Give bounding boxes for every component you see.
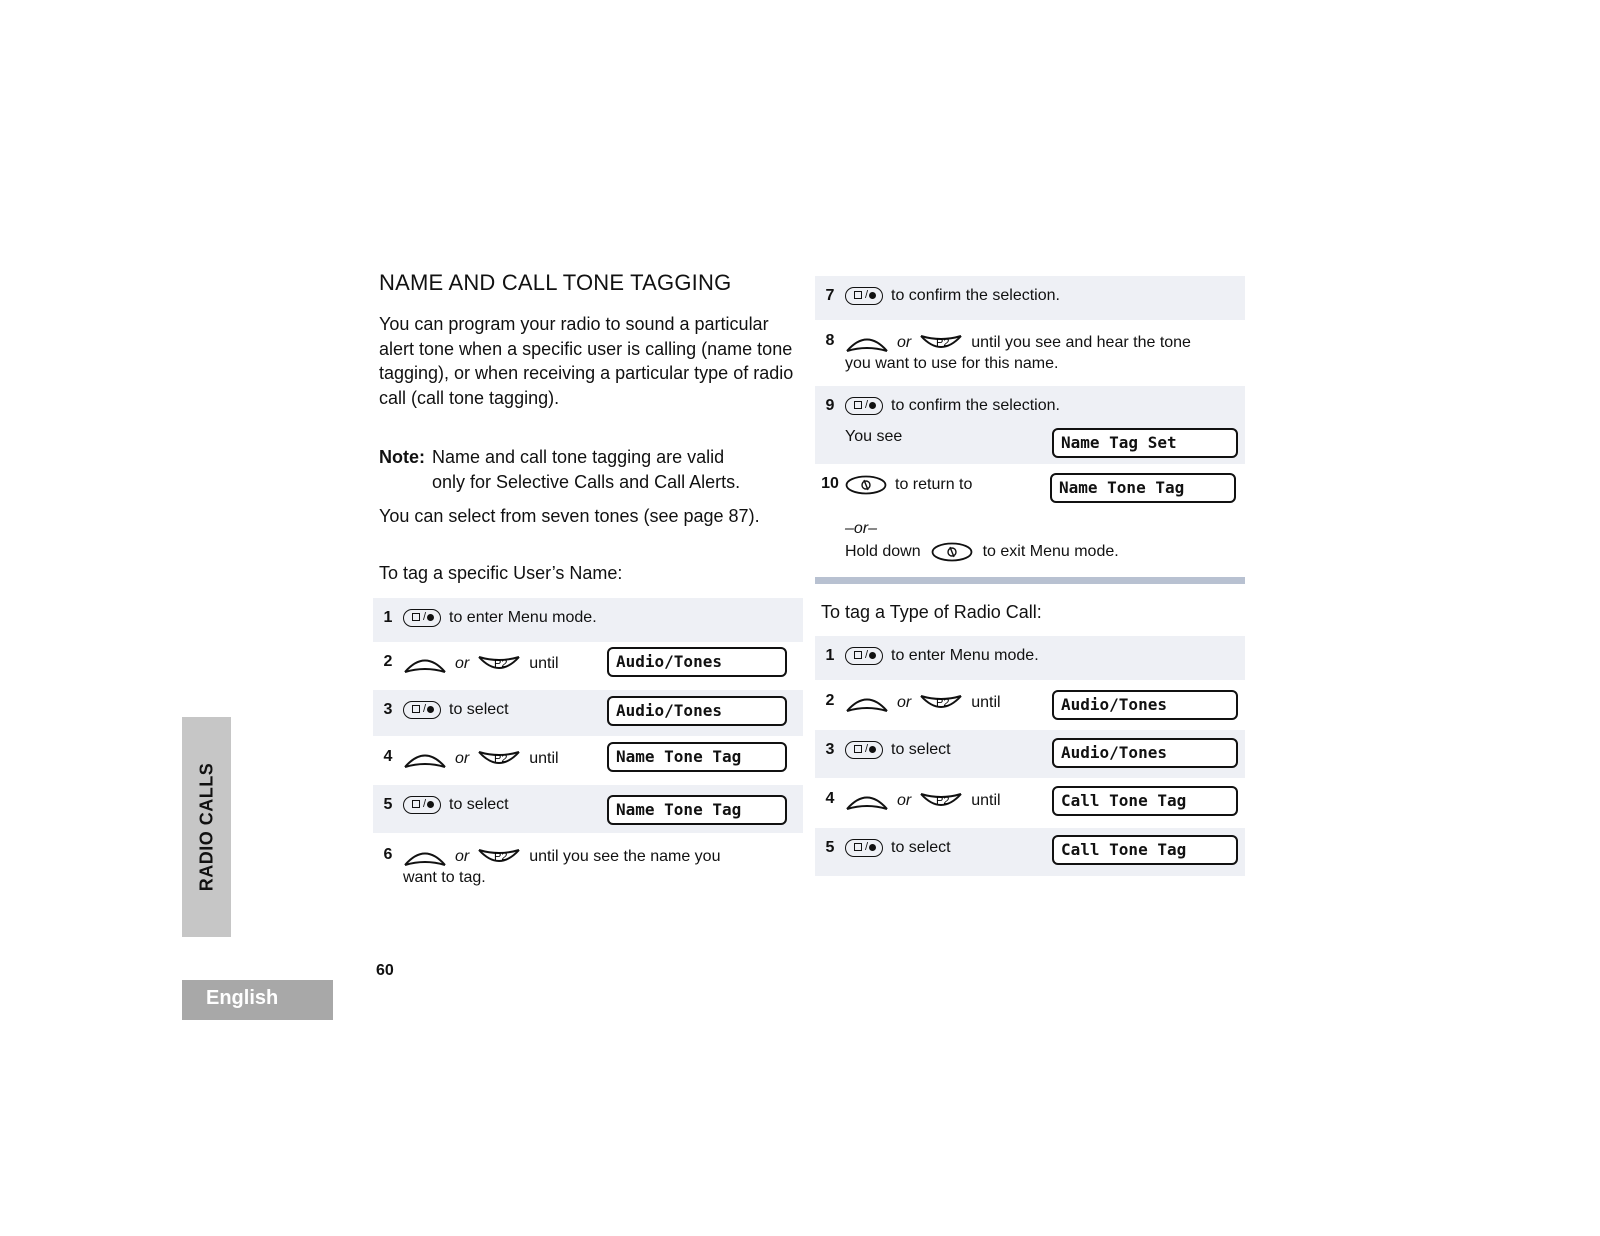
display-screen: Audio/Tones	[1052, 690, 1238, 720]
section-side-tab	[182, 717, 231, 937]
or-text: or	[455, 655, 470, 672]
or-text: or	[897, 694, 912, 711]
svg-text:P2: P2	[936, 795, 950, 807]
step-text: to confirm the selection.	[891, 287, 1060, 304]
display-screen: Audio/Tones	[607, 696, 787, 726]
display-screen: Audio/Tones	[607, 647, 787, 677]
user-step-7	[815, 276, 1245, 320]
p2-button-icon	[919, 692, 963, 714]
scroll-up-button-icon	[845, 332, 889, 354]
step-number: 10	[821, 475, 839, 492]
step-text: to select	[449, 796, 509, 813]
p2-button-icon	[919, 332, 963, 354]
step-text: until you see and hear the tone	[971, 334, 1191, 351]
radio-step-1	[815, 636, 1245, 680]
svg-text:P2: P2	[936, 697, 950, 709]
step-number: 9	[825, 397, 835, 414]
menu-button-icon: /	[403, 609, 441, 627]
step-number: 3	[383, 701, 393, 718]
svg-text:P2: P2	[936, 337, 950, 349]
radio-call-heading: To tag a Type of Radio Call:	[821, 602, 1042, 622]
step-text-line-2: want to tag.	[403, 869, 486, 886]
step-number: 5	[383, 796, 393, 813]
scroll-up-button-icon	[845, 790, 889, 812]
step-number: 1	[825, 647, 835, 664]
display-screen: Name Tone Tag	[607, 742, 787, 772]
menu-button-icon: /	[845, 647, 883, 665]
section-divider	[815, 577, 1245, 584]
menu-button-icon: /	[403, 701, 441, 719]
step-text: to select	[449, 701, 509, 718]
step-number: 2	[825, 692, 835, 709]
hold-down-text: Hold down	[845, 543, 921, 560]
step-number: 2	[383, 653, 393, 670]
svg-text:P2: P2	[494, 753, 508, 765]
menu-button-icon: /	[403, 796, 441, 814]
display-screen: Call Tone Tag	[1052, 786, 1238, 816]
home-button-icon	[931, 542, 973, 562]
user-step-6	[373, 835, 803, 891]
svg-text:P2: P2	[494, 658, 508, 670]
step-text: to select	[891, 741, 951, 758]
step-text: until	[971, 694, 1001, 711]
step-text-line-2: you want to use for this name.	[845, 355, 1059, 372]
step-text: until	[529, 750, 559, 767]
intro-paragraph: You can program your radio to sound a particular alert tone when a specific user is calling (name tone tagging), or when receiving a particular type of radio call (call tone tagging).	[379, 314, 794, 408]
step-number: 4	[825, 790, 835, 807]
you-see-label: You see	[845, 428, 903, 445]
or-text: or	[897, 334, 912, 351]
user-step-8	[815, 321, 1245, 386]
or-text: or	[897, 792, 912, 809]
p2-button-icon	[477, 748, 521, 770]
user-name-heading: To tag a specific User’s Name:	[379, 563, 623, 583]
note-label: Note:	[379, 447, 425, 467]
display-screen: Call Tone Tag	[1052, 835, 1238, 865]
menu-button-icon: /	[845, 287, 883, 305]
step-text: to confirm the selection.	[891, 397, 1060, 414]
display-screen: Name Tone Tag	[1050, 473, 1236, 503]
p2-button-icon	[919, 790, 963, 812]
display-screen: Audio/Tones	[1052, 738, 1238, 768]
display-screen: Name Tag Set	[1052, 428, 1238, 458]
step-number: 3	[825, 741, 835, 758]
page-title: NAME AND CALL TONE TAGGING	[379, 270, 732, 295]
or-separator: –or–	[845, 520, 878, 537]
hold-down-action: to exit Menu mode.	[982, 543, 1119, 560]
step-text: to return to	[895, 476, 973, 493]
step-number: 4	[383, 748, 393, 765]
step-text: to enter Menu mode.	[449, 609, 597, 626]
step-text: until	[971, 792, 1001, 809]
step-number: 7	[825, 287, 835, 304]
menu-button-icon: /	[845, 839, 883, 857]
language-tab: English	[182, 980, 333, 1020]
step-number: 8	[825, 332, 835, 349]
home-button-icon	[845, 475, 887, 495]
or-text: or	[455, 750, 470, 767]
step-number: 1	[383, 609, 393, 626]
note-line-1: Name and call tone tagging are valid	[432, 447, 725, 467]
display-screen: Name Tone Tag	[607, 795, 787, 825]
scroll-up-button-icon	[403, 653, 447, 675]
scroll-up-button-icon	[403, 748, 447, 770]
step-number: 5	[825, 839, 835, 856]
p2-button-icon	[477, 653, 521, 675]
menu-button-icon: /	[845, 741, 883, 759]
section-side-tab-label: RADIO CALLS	[196, 762, 216, 892]
note-line-2: only for Selective Calls and Call Alerts.	[432, 471, 741, 492]
scroll-up-button-icon	[403, 846, 447, 868]
seven-tones-paragraph: You can select from seven tones (see page 87).	[379, 506, 760, 526]
step-number: 6	[383, 846, 393, 863]
menu-button-icon: /	[845, 397, 883, 415]
step-text: to select	[891, 839, 951, 856]
page-number: 60	[376, 962, 394, 979]
scroll-up-button-icon	[845, 692, 889, 714]
note	[379, 445, 809, 494]
step-text: until	[529, 655, 559, 672]
step-text: to enter Menu mode.	[891, 647, 1039, 664]
step-text: until you see the name you	[529, 848, 721, 865]
svg-text:P2: P2	[494, 851, 508, 863]
or-text: or	[455, 848, 470, 865]
user-step-1	[373, 598, 803, 642]
p2-button-icon	[477, 846, 521, 868]
